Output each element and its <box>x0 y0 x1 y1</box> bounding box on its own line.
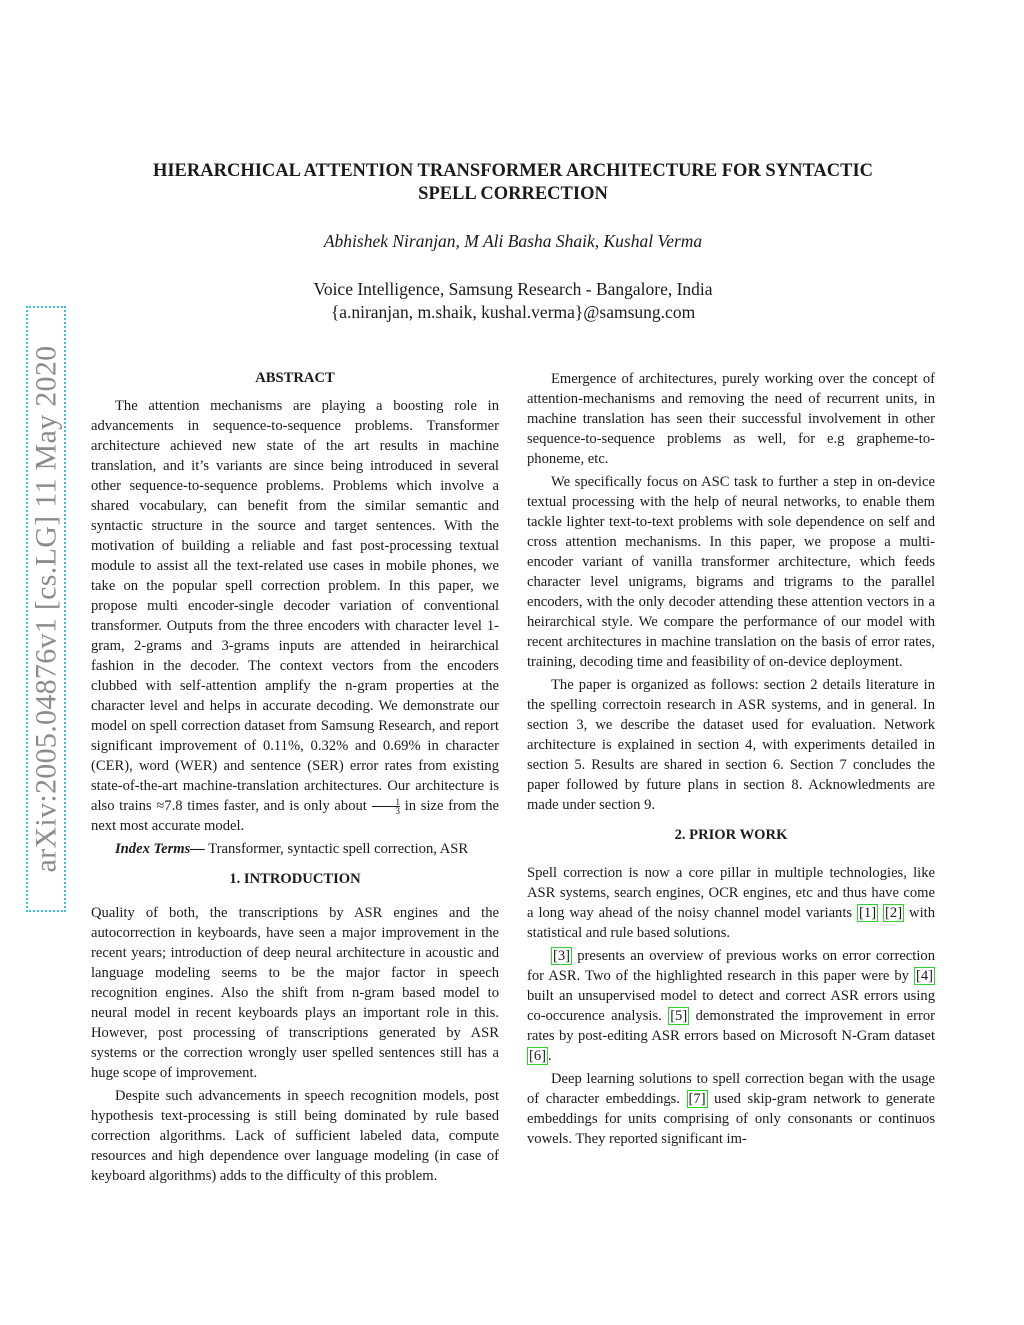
title-line-2: SPELL CORRECTION <box>418 184 608 204</box>
author-emails: {a.niranjan, m.shaik, kushal.verma}@samsung.com <box>330 302 696 322</box>
prior-work-text: with statistical and rule based solutions. <box>527 905 935 941</box>
abstract-heading: ABSTRACT <box>255 370 335 386</box>
fraction-denominator: 3 <box>395 806 401 817</box>
index-terms-text: Transformer, syntactic spell correction, ASR <box>208 841 469 857</box>
intro-paragraph-4: We specifically focus on ASC task to further a step in on-device textual processing with the help of neural networks, to enable them tackle lighter text-to-text problems with sole dependence on self and cross attention mechanisms. In this paper, we propose a multi-encoder variant of vanilla transformer architecture, which feeds character level unigrams, bigrams and trigrams to the parallel encoders, with the only decoder attending these attention vectors in a heirarchical style. We compare the performance of our model with recent architectures in machine translation on the basis of error rates, training, decoding time and feasibility of on-device deployment. <box>527 474 935 670</box>
prior-work-text: used skip-gram network to generate embeddings for units comprising of only consonants or continuos vowels. They reported significant im- <box>527 1091 936 1147</box>
citation-link-2[interactable]: [2] <box>885 905 903 921</box>
right-column <box>527 369 935 1152</box>
one-third-fraction <box>372 798 401 815</box>
intro-paragraph-2: Despite such advancements in speech recognition models, post hypothesis text-processing is still being dominated by rule based correction algorithms. Lack of sufficient labeled data, compute resources and high dependence over language modeling (in case of keyboard algorithms) adds to the difficulty of this problem. <box>91 1088 499 1184</box>
arxiv-identifier-stamp <box>26 306 66 912</box>
prior-work-text: . <box>548 1048 552 1064</box>
prior-work-text: presents an overview of previous works on error correction for ASR. Two of the highlighted research in this paper were by <box>527 948 935 984</box>
prior-work-text: demonstrated the improvement in error rates by post-editing ASR errors based on Microsoft N-Gram dataset <box>527 1008 936 1044</box>
paper-title <box>90 160 936 206</box>
prior-work-text: Deep learning solutions to spell correction began with the usage of character embeddings. <box>527 1071 935 1107</box>
affiliation: Voice Intelligence, Samsung Research - Bangalore, India <box>313 279 713 299</box>
index-terms <box>91 839 499 859</box>
arxiv-identifier: arXiv:2005.04876v1 [cs.LG] 11 May 2020 <box>29 345 63 873</box>
prior-work-text: built an unsupervised model to detect and correct ASR errors using co-occurence analysis. <box>527 988 935 1024</box>
index-terms-label: Index Terms— <box>115 841 205 857</box>
author-list: Abhishek Niranjan, M Ali Basha Shaik, Kushal Verma <box>323 231 703 251</box>
intro-paragraph-3: Emergence of architectures, purely working over the concept of attention-mechanisms and removing the need of recurrent units, in machine translation has seen their successful involvement in other sequence-to-sequence problems as well, for e.g grapheme-to-phoneme, etc. <box>527 371 935 467</box>
title-line-1: HIERARCHICAL ATTENTION TRANSFORMER ARCHITECTURE FOR SYNTACTIC <box>152 161 874 181</box>
section-1-heading: 1. INTRODUCTION <box>229 871 361 887</box>
affiliation-block <box>90 278 936 324</box>
intro-paragraph-1: Quality of both, the transcriptions by ASR engines and the autocorrection in keyboards, have seen a major improvement in the recent years; introduction of deep neural architecture in acoustic and language modeling seems to be the major factor in speech recognition engines. Also the shift from n-gram based model to neural model in recent keyboards plays an important role in this. However, post processing of transcriptions generated by ASR systems or the correction wrongly user spelled sentences still has a huge scope of improvement. <box>91 905 499 1081</box>
prior-work-paragraph-2 <box>527 946 935 1066</box>
fraction-numerator: 1 <box>372 798 401 807</box>
abstract-text: The attention mechanisms are playing a boosting role in advancements in sequence-to-sequence problems. Transformer architecture achieved new state of the art results in machine translation, and it’s variants are since being introduced in several other sequence-to-sequence problems. Problems which involve a shared vocabulary, can benefit from the similar semantic and syntactic structure in the source and target sentences. With the motivation of building a reliable and fast post-processing textual module to assist all the text-related use cases in mobile phones, we take on the popular spell correction problem. In this paper, we propose multi encoder-single decoder variation of conventional transformer. Outputs from the three encoders with character level 1-gram, 2-grams and 3-grams inputs are attended in heirarchical fashion in the decoder. The context vectors from the encoders clubbed with self-attention amplify the n-gram properties at the character level and helps in accurate decoding. We demonstrate our model on spell correction dataset from Samsung Research, and report significant improvement of 0.11%, 0.32% and 0.69% in character (CER), word (WER) and sentence (SER) error rates from existing state-of-the-art machine-translation architectures. Our architecture is also trains ≈7.8 times faster, and is only about <box>91 398 499 814</box>
prior-work-paragraph-3 <box>527 1069 935 1149</box>
citation-link-5[interactable]: [5] <box>670 1008 688 1024</box>
citation-link-6[interactable]: [6] <box>529 1048 547 1064</box>
prior-work-text: Spell correction is now a core pillar in multiple technologies, like ASR systems, search engines, OCR engines, etc and thus have come a long way ahead of the noisy channel model variants <box>527 865 935 921</box>
abstract-paragraph <box>91 396 499 836</box>
citation-link-7[interactable]: [7] <box>688 1091 706 1107</box>
left-column <box>91 368 499 1189</box>
prior-work-paragraph-1 <box>527 863 935 943</box>
citation-link-1[interactable]: [1] <box>859 905 877 921</box>
citation-link-3[interactable]: [3] <box>553 948 571 964</box>
intro-paragraph-5: The paper is organized as follows: section 2 details literature in the spelling correctoin research in ASR systems, and in general. In section 3, we describe the dataset used for evaluation. Network architecture is explained in section 4, with experiments detailed in section 5. Results are shared in section 6. Section 7 concludes the paper followed by future plans in section 8. Acknowledments are made under section 9. <box>527 677 935 813</box>
citation-link-4[interactable]: [4] <box>915 968 933 984</box>
abstract-text-tail: in size from the next most accurate model. <box>91 798 499 834</box>
section-2-heading: 2. PRIOR WORK <box>674 827 788 843</box>
